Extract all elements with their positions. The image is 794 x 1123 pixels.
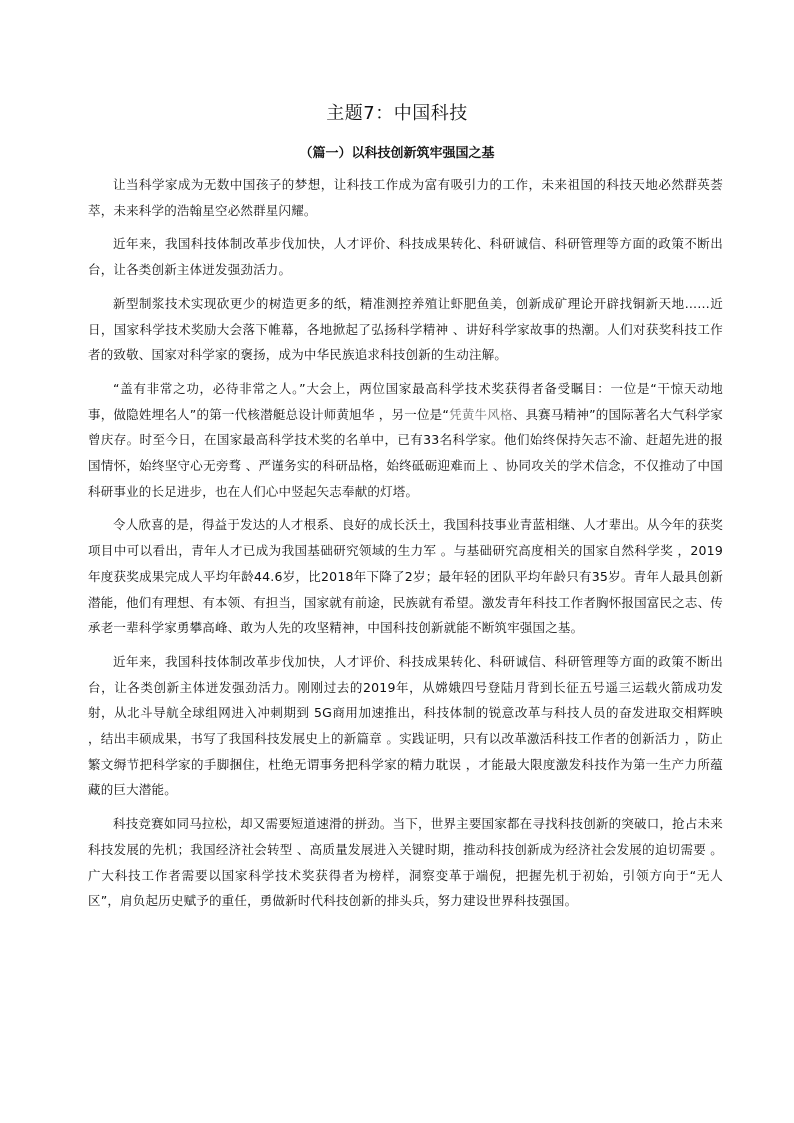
article-subtitle: （篇一）以科技创新筑牢强国之基: [299, 146, 495, 161]
paragraph-4-gray-phrase: 凭黄牛风格: [449, 406, 513, 422]
paragraph-6: 近年来，我国科技体制改革步伐加快，人才评价、科技成果转化、科研诚信、科研管理等方面的政策不断出台，让各类创新主体迸发强劲活力。刚刚过去的2019年，从嫦娥四号登陆月背到长征五号遥三运载火箭成功发射，从北斗导航全球组网进入冲刺期到 5G商用加速推出，科技体制的锐意改革与科技人员的奋发进取交相辉映 ，结出丰硕成果，书写了我国科技发展史上的新篇章 。实践证明，只有以改革激活科技工作者的创新活力 ，防止繁文缛节把科学家的手脚捆住，杜绝无谓事务把科学家的精力耽误 ，才能最大限度激发科技作为第一生产力所蕴藏的巨大潜能。: [88, 653, 723, 798]
paragraph-5: 令人欣喜的是，得益于发达的人才根系、良好的成长沃土，我国科技事业青蓝相继、人才辈出。从今年的获奖项目中可以看出，青年人才已成为我国基础研究领域的生力军 。与基础研究高度相关的国家自然科学奖 ，2019年度获奖成果完成人平均年龄44.6岁，比2018年下降了2岁；最年轻的团队平均年龄只有35岁。青年人最具创新潜能，他们有理想、有本领、有担当，国家就有前途，民族就有希望。激发青年科技工作者胸怀报国富民之志、传承老一辈科学家勇攀高峰、敢为人先的攻坚精神，中国科技创新就能不断筑牢强国之基。: [88, 517, 724, 636]
paragraph-4-text-b: 、具赛马精神”的国际著名大气科学家曾庆存。时至今日，在国家最高科学技术奖的名单中，已有33名科学家。他们始终保持矢志不渝、赶超先进的报国情怀，始终坚守心无旁骛 、严谨务实的科研品格，始终砥砺迎难而上 、协同攻关的学术信念，不仅推动了中国科研事业的长足进步，也在人们心中竖起矢志奉献的灯塔。: [88, 406, 723, 499]
article-body: [88, 172, 723, 922]
paragraph-7: 科技竞赛如同马拉松，却又需要短道速滑的拼劲。当下，世界主要国家都在寻找科技创新的突破口，抢占未来科技发展的先机；我国经济社会转型 、高质量发展进入关键时期，推动科技创新成为经济社会发展的迫切需要 。广大科技工作者需要以国家科学技术奖获得者为榜样，洞察变革于端倪，把握先机于初始，引领方向于“无人区”，肩负起历史赋予的重任，勇做新时代科技创新的排头兵，努力建设世界科技强国。: [88, 816, 723, 909]
paragraph-3: 新型制浆技术实现砍更少的树造更多的纸，精准测控养殖让虾肥鱼美，创新成矿理论开辟找铜新天地……近日，国家科学技术奖励大会落下帷幕，各地掀起了弘扬科学精神 、讲好科学家故事的热潮。人们对获奖科技工作者的致敬、国家对科学家的褒扬，成为中华民族追求科技创新的生动注解。: [88, 295, 723, 363]
page-title: 主题7：中国科技: [326, 103, 468, 124]
paragraph-1: 让当科学家成为无数中国孩子的梦想，让科技工作成为富有吸引力的工作，未来祖国的科技天地必然群英荟萃，未来科学的浩翰星空必然群星闪耀。: [88, 177, 723, 218]
paragraph-4-text-a: “盖有非常之功，必待非常之人。”大会上，两位国家最高科学技术奖获得者备受瞩目：一位是“干惊天动地事，做隐姓埋名人”的第一代核潜艇总设计师黄旭华 ，另一位是“: [88, 380, 723, 422]
paragraph-4: [88, 376, 723, 505]
paragraph-2: 近年来，我国科技体制改革步伐加快，人才评价、科技成果转化、科研诚信、科研管理等方面的政策不断出台，让各类创新主体迸发强劲活力。: [88, 236, 723, 278]
